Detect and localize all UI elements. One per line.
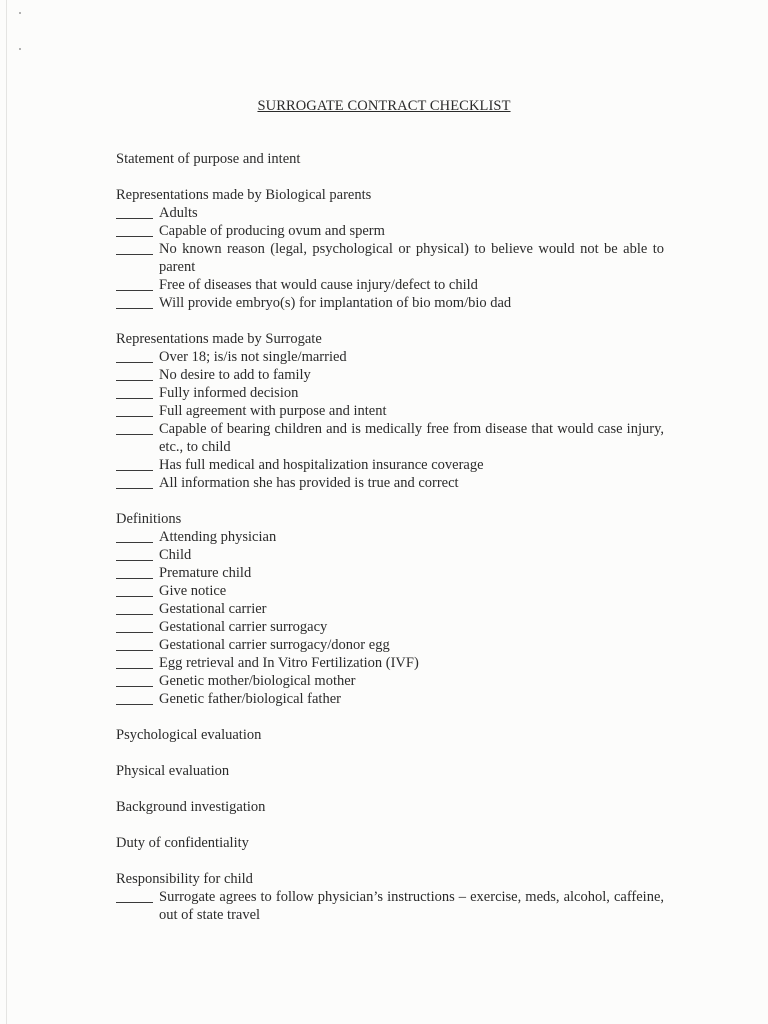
section-heading-bio-parents: Representations made by Biological parents [116, 187, 372, 203]
check-blank[interactable] [116, 348, 153, 363]
checklist-item-text: Egg retrieval and In Vitro Fertilization (IVF) [159, 655, 419, 671]
checklist-item [116, 546, 664, 564]
section-heading-definitions: Definitions [116, 511, 182, 527]
checklist-item [116, 528, 664, 546]
checklist-item-text: No known reason (legal, psychological or physical) to believe would not be able to parent [159, 241, 664, 275]
check-blank[interactable] [116, 654, 153, 669]
checklist-item [116, 294, 664, 312]
checklist-item [116, 240, 664, 276]
check-blank[interactable] [116, 888, 153, 903]
checklist-item [116, 618, 664, 636]
checklist-item-text: Child [159, 547, 192, 563]
checklist-item [116, 474, 664, 492]
checklist-item [116, 204, 664, 222]
spacer [116, 168, 664, 186]
document-title: SURROGATE CONTRACT CHECKLIST [257, 98, 511, 114]
checklist-item-text: Has full medical and hospitalization insurance coverage [159, 457, 484, 473]
section-heading-confidentiality: Duty of confidentiality [116, 835, 249, 851]
checklist-item-text: Over 18; is/is not single/married [159, 349, 347, 365]
check-blank[interactable] [116, 366, 153, 381]
checklist-item-text: Gestational carrier surrogacy [159, 619, 328, 635]
checklist-item-text: Adults [159, 205, 198, 221]
section-heading-physical-eval: Physical evaluation [116, 763, 230, 779]
check-blank[interactable] [116, 546, 153, 561]
checklist-item [116, 600, 664, 618]
check-blank[interactable] [116, 276, 153, 291]
check-blank[interactable] [116, 582, 153, 597]
section-heading-surrogate: Representations made by Surrogate [116, 331, 322, 347]
checklist-item [116, 888, 664, 924]
checklist-item-text: Capable of bearing children and is medically free from disease that would case injury, etc., to child [159, 421, 664, 455]
checklist-item [116, 564, 664, 582]
checklist-item [116, 582, 664, 600]
check-blank[interactable] [116, 222, 153, 237]
checklist-item [116, 276, 664, 294]
checklist-item [116, 654, 664, 672]
scan-edge-line [6, 0, 7, 1024]
checklist-item-text: Gestational carrier [159, 601, 267, 617]
checklist-item-text: Attending physician [159, 529, 277, 545]
checklist-item [116, 222, 664, 240]
checklist-item-text: All information she has provided is true and correct [159, 475, 459, 491]
check-blank[interactable] [116, 420, 153, 435]
checklist-item [116, 690, 664, 708]
checklist-item-text: Full agreement with purpose and intent [159, 403, 387, 419]
check-blank[interactable] [116, 384, 153, 399]
check-blank[interactable] [116, 402, 153, 417]
checklist-item-text: Genetic mother/biological mother [159, 673, 356, 689]
check-blank[interactable] [116, 672, 153, 687]
check-blank[interactable] [116, 564, 153, 579]
checklist-item [116, 420, 664, 456]
checklist-item-text: Give notice [159, 583, 227, 599]
check-blank[interactable] [116, 456, 153, 471]
check-blank[interactable] [116, 636, 153, 651]
spacer [116, 852, 664, 870]
scan-speck [19, 48, 21, 50]
section-heading-psych-eval: Psychological evaluation [116, 727, 262, 743]
checklist-item-text: Capable of producing ovum and sperm [159, 223, 385, 239]
checklist-item-text: Free of diseases that would cause injury/defect to child [159, 277, 478, 293]
checklist-item-text: Will provide embryo(s) for implantation of bio mom/bio dad [159, 295, 512, 311]
spacer [116, 708, 664, 726]
check-blank[interactable] [116, 600, 153, 615]
checklist-item [116, 384, 664, 402]
checklist-item-text: No desire to add to family [159, 367, 311, 383]
check-blank[interactable] [116, 240, 153, 255]
check-blank[interactable] [116, 204, 153, 219]
section-heading-responsibility: Responsibility for child [116, 871, 253, 887]
check-blank[interactable] [116, 528, 153, 543]
checklist-item [116, 402, 664, 420]
checklist-item-text: Premature child [159, 565, 252, 581]
spacer [116, 492, 664, 510]
checklist-item [116, 672, 664, 690]
checklist-item-text: Fully informed decision [159, 385, 299, 401]
section-heading-background: Background investigation [116, 799, 266, 815]
checklist-item [116, 456, 664, 474]
checklist-item [116, 636, 664, 654]
spacer [116, 312, 664, 330]
check-blank[interactable] [116, 294, 153, 309]
spacer [116, 816, 664, 834]
checklist-item-text: Surrogate agrees to follow physician’s instructions – exercise, meds, alcohol, caffeine, out of state travel [159, 889, 664, 923]
check-blank[interactable] [116, 690, 153, 705]
checklist-item-text: Gestational carrier surrogacy/donor egg [159, 637, 390, 653]
scan-speck [19, 12, 21, 14]
checklist-item [116, 366, 664, 384]
spacer [116, 780, 664, 798]
check-blank[interactable] [116, 474, 153, 489]
section-heading-purpose: Statement of purpose and intent [116, 151, 301, 167]
checklist-item [116, 348, 664, 366]
checklist-body [116, 150, 664, 924]
spacer [116, 744, 664, 762]
checklist-item-text: Genetic father/biological father [159, 691, 341, 707]
check-blank[interactable] [116, 618, 153, 633]
